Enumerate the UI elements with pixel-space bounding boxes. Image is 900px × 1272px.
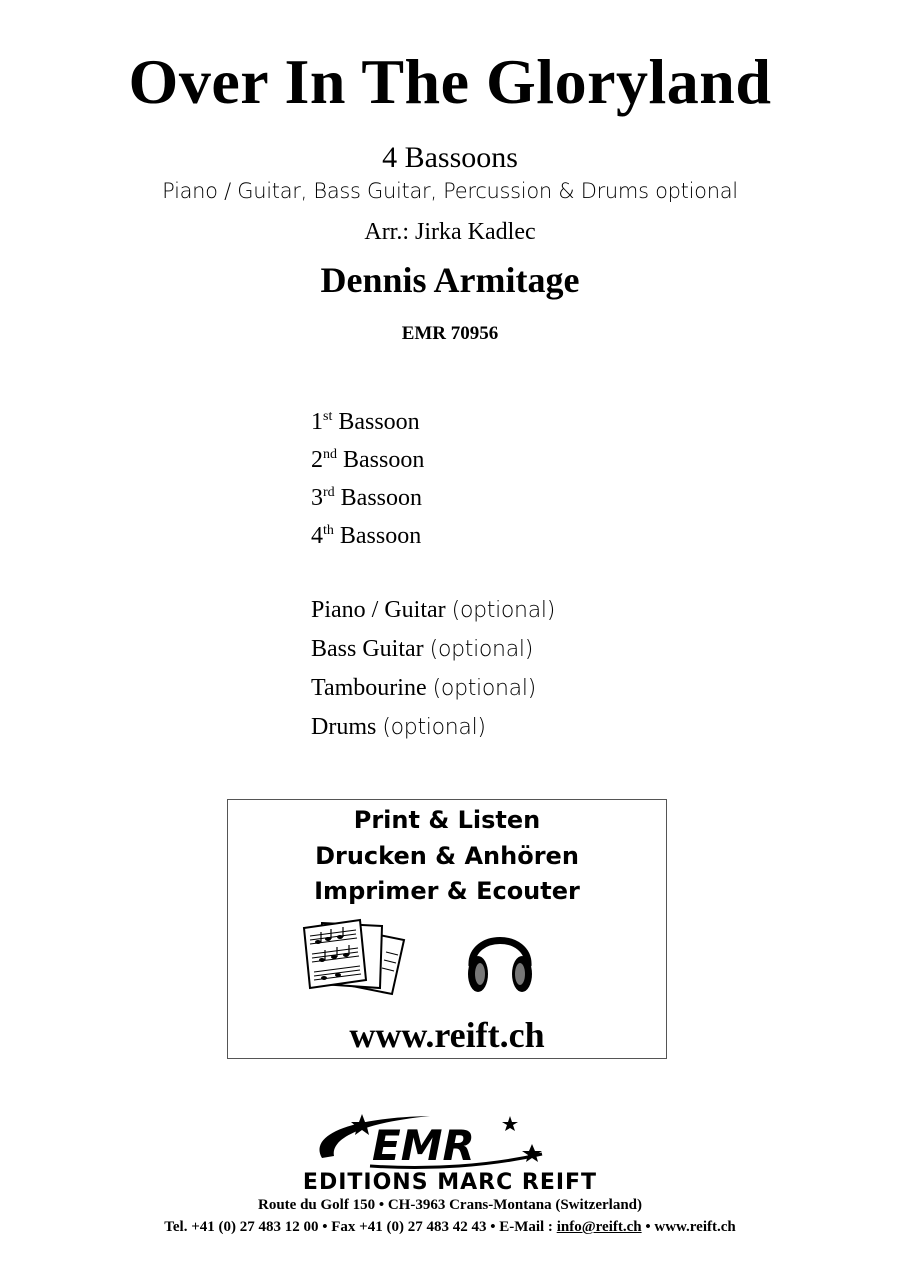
optional-note: (optional): [429, 637, 533, 662]
contact-phone-fax: Tel. +41 (0) 27 483 12 00 • Fax +41 (0) 27 483 42 43 • E-Mail :: [164, 1219, 557, 1235]
print-listen-box: [227, 799, 667, 1059]
part-item: [311, 479, 424, 517]
promo-line-de: Drucken & Anhören: [315, 842, 579, 870]
part-name: Bassoon: [343, 447, 425, 473]
optional-part-name: Piano / Guitar: [311, 597, 446, 623]
optional-part-item: [311, 630, 555, 669]
website-link[interactable]: • www.reift.ch: [641, 1219, 736, 1235]
emr-logo: [310, 1110, 550, 1172]
part-number: 1: [311, 409, 323, 435]
optional-note: (optional): [382, 715, 486, 740]
arranger: Arr.: Jirka Kadlec: [364, 219, 536, 245]
optional-part-item: [311, 708, 555, 747]
composer: Dennis Armitage: [320, 260, 580, 300]
part-name: Bassoon: [339, 523, 422, 549]
part-item: [311, 441, 424, 479]
score-title: Over In The Gloryland: [128, 46, 772, 117]
optional-note: (optional): [432, 676, 536, 701]
optional-part-item: [311, 591, 555, 630]
part-ordinal: nd: [323, 447, 337, 462]
part-item: [311, 403, 424, 441]
promo-line-fr: Imprimer & Ecouter: [314, 877, 580, 905]
part-ordinal: th: [323, 523, 334, 538]
part-number: 2: [311, 447, 323, 473]
part-number: 4: [311, 523, 323, 549]
part-ordinal: rd: [323, 485, 335, 500]
optional-instruments: Piano / Guitar, Bass Guitar, Percussion & Drums optional: [162, 179, 738, 203]
part-ordinal: st: [323, 409, 333, 424]
publisher-name: EDITIONS MARC REIFT: [302, 1170, 598, 1195]
promo-line-en: Print & Listen: [353, 806, 541, 834]
optional-part-name: Bass Guitar: [311, 636, 424, 662]
parts-list: [311, 403, 424, 555]
headphones-icon: [464, 918, 536, 998]
optional-part-name: Drums: [311, 714, 377, 740]
publisher-contact: [0, 1220, 900, 1235]
emr-logo-text: EMR: [372, 1121, 475, 1170]
sheet-music-icon: [300, 918, 410, 998]
part-number: 3: [311, 485, 323, 511]
part-item: [311, 517, 424, 555]
promo-url[interactable]: www.reift.ch: [349, 1015, 545, 1055]
catalog-number: EMR 70956: [401, 323, 499, 344]
optional-part-item: [311, 669, 555, 708]
optional-parts-list: [311, 591, 555, 747]
publisher-address: Route du Golf 150 • CH-3963 Crans-Montana (Switzerland): [258, 1197, 642, 1213]
optional-note: (optional): [451, 598, 555, 623]
part-name: Bassoon: [338, 409, 420, 435]
email-link[interactable]: info@reift.ch: [556, 1219, 642, 1235]
ensemble: 4 Bassoons: [382, 141, 518, 174]
part-name: Bassoon: [340, 485, 423, 511]
optional-part-name: Tambourine: [311, 675, 427, 701]
